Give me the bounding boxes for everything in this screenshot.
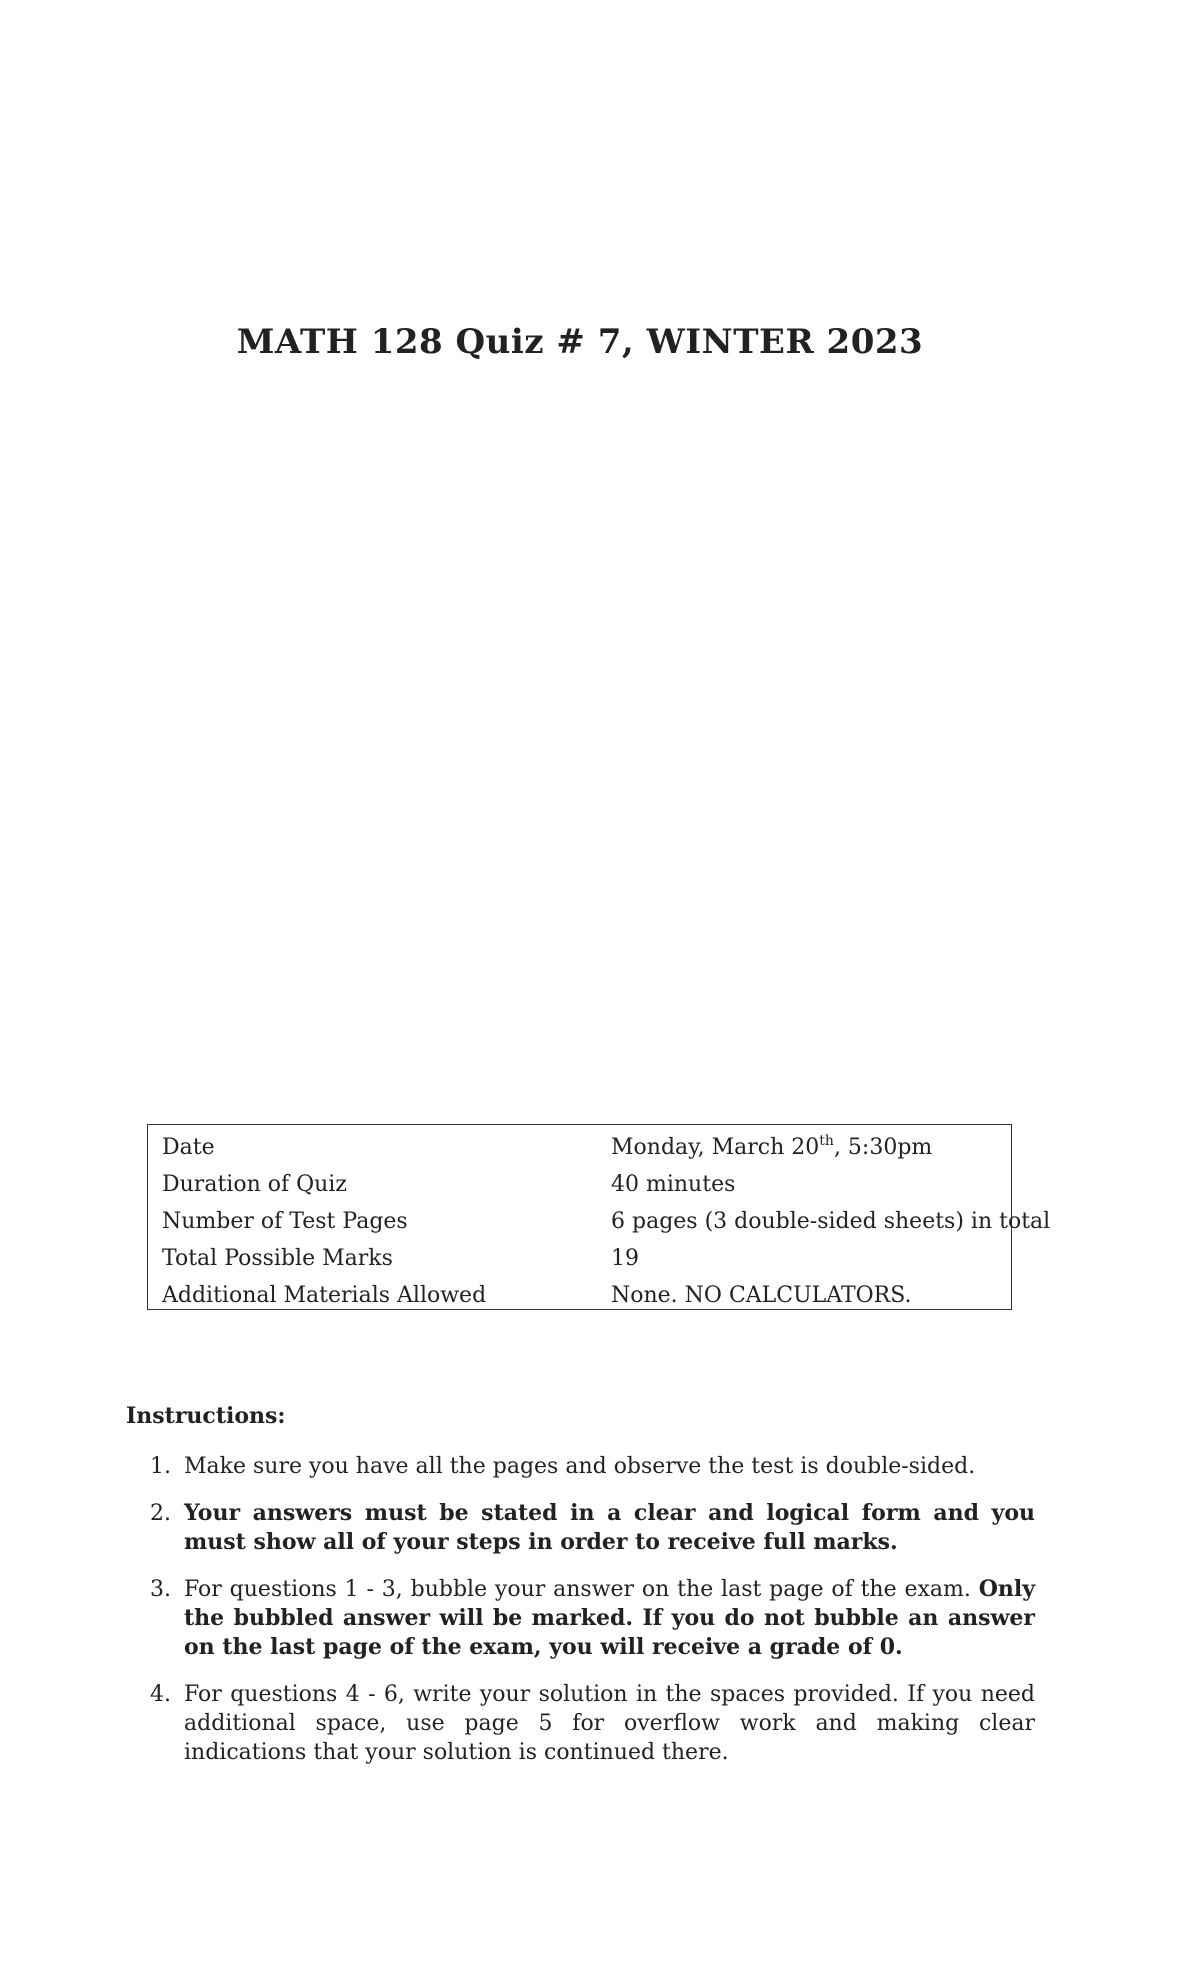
instruction-item <box>150 1499 1035 1557</box>
info-row-marks <box>148 1240 1011 1277</box>
instructions-list <box>150 1452 1035 1785</box>
info-value: 6 pages (3 double-sided sheets) in total <box>611 1209 1051 1234</box>
info-value: None. NO CALCULATORS. <box>611 1283 912 1308</box>
info-value: 19 <box>611 1246 639 1271</box>
info-value: 40 minutes <box>611 1172 736 1197</box>
info-row-pages <box>148 1203 1051 1240</box>
time-text: , 5:30pm <box>833 1135 933 1160</box>
info-label: Date <box>162 1135 215 1160</box>
instruction-text: For questions 1 - 3, bubble your answer on the last page of the exam. <box>184 1577 979 1602</box>
instruction-text: For questions 4 - 6, write your solution in the spaces provided. If you need additional space, use page 5 for overflow work and making clear indications that your solution is continued there. <box>184 1682 1035 1765</box>
instructions-heading: Instructions: <box>126 1403 286 1429</box>
info-label: Total Possible Marks <box>162 1246 393 1271</box>
instruction-item <box>150 1680 1035 1767</box>
info-label: Number of Test Pages <box>162 1209 408 1234</box>
instruction-number: 1. <box>150 1454 171 1479</box>
page-title: MATH 128 Quiz # 7, WINTER 2023 <box>236 322 924 362</box>
info-label: Duration of Quiz <box>162 1172 347 1197</box>
instruction-item <box>150 1452 1035 1481</box>
date-text: Monday, March 20 <box>611 1135 820 1160</box>
instruction-number: 4. <box>150 1682 171 1707</box>
instruction-bold-text: Your answers must be stated in a clear and logical form and you must show all of your steps in order to receive full marks. <box>184 1500 1035 1555</box>
info-row-date <box>148 1129 1011 1166</box>
instruction-bold-text: Only the bubbled answer will be marked. If you do not bubble an answer on the last page of the exam, you will receive a grade of 0. <box>184 1576 1035 1660</box>
instruction-number: 3. <box>150 1577 171 1602</box>
quiz-info-table <box>147 1124 1051 1310</box>
info-label: Additional Materials Allowed <box>162 1283 487 1308</box>
instruction-item <box>150 1575 1035 1662</box>
instruction-text: Make sure you have all the pages and observe the test is double-sided. <box>184 1454 976 1479</box>
instruction-number: 2. <box>150 1501 171 1526</box>
date-superscript: th <box>819 1133 834 1149</box>
info-value <box>611 1129 932 1166</box>
info-row-materials <box>148 1277 1011 1314</box>
info-row-duration <box>148 1166 1011 1203</box>
